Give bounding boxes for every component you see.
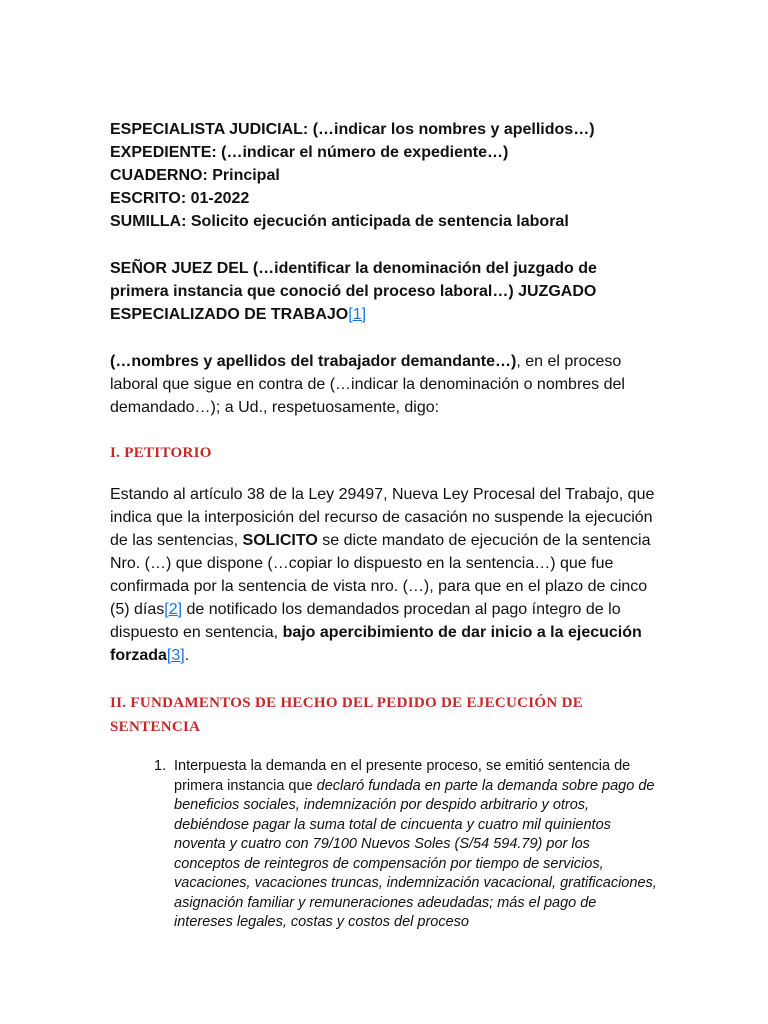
footnote-link-2[interactable]: [2]: [164, 601, 183, 618]
footnote-link-3[interactable]: [3]: [166, 647, 185, 664]
document-page: [110, 118, 658, 947]
fundamentos-list: [110, 757, 658, 933]
intro-paragraph: (…nombres y apellidos del trabajador demandante…), en el proceso laboral que sigue en contra de (…indicar la denominación o nombres del demandado…); a Ud., respetuosamente, digo:: [110, 353, 625, 416]
escrito-line: ESCRITO: 01-2022: [110, 190, 250, 207]
footnote-link-1[interactable]: [1]: [348, 306, 367, 323]
addressee-paragraph: SEÑOR JUEZ DEL (…identificar la denominación del juzgado de primera instancia que conoció del proceso laboral…) JUZGADO ESPECIALIZADO DE TRABAJO[1]: [110, 260, 597, 323]
petitorio-paragraph: Estando al artículo 38 de la Ley 29497, Nueva Ley Procesal del Trabajo, que indica que la interposición del recurso de casación no suspende la ejecución de las sentencias, SOLICITO se dicte mandato de ejecución de la sentencia Nro. (…) que dispone (…copiar lo dispuesto en la sentencia…) que fue confirmada por la sentencia de vista nro. (…), para que en el plazo de cinco (5) días[2] de notificado los demandados procedan al pago íntegro de lo dispuesto en sentencia, bajo apercibimiento de dar inicio a la ejecución forzada[3].: [110, 486, 655, 664]
document-header: [110, 118, 658, 233]
expediente-line: EXPEDIENTE: (…indicar el número de expediente…): [110, 144, 509, 161]
section-title-fundamentos: II. FUNDAMENTOS DE HECHO DEL PEDIDO DE EJECUCIÓN DE SENTENCIA: [110, 695, 584, 735]
especialista-line: ESPECIALISTA JUDICIAL: (…indicar los nombres y apellidos…): [110, 121, 595, 138]
section-title-petitorio: I. PETITORIO: [110, 445, 212, 461]
cuaderno-line: CUADERNO: Principal: [110, 167, 280, 184]
sumilla-line: SUMILLA: Solicito ejecución anticipada de sentencia laboral: [110, 213, 569, 230]
list-item: 1. Interpuesta la demanda en el presente proceso, se emitió sentencia de primera instancia que declaró fundada en parte la demanda sobre pago de beneficios sociales, indemnización por despido arbitrario y otros, debiéndose pagar la suma total de cincuenta y cuatro mil quinientos noventa y cuatro con 79/100 Nuevos Soles (S/54 594.79) por los conceptos de reintegros de compensación por tiempo de servicios, vacaciones, vacaciones truncas, indemnización vacacional, gratificaciones, asignación familiar y remuneraciones adeudadas; más el pago de intereses legales, costas y costos del proceso: [154, 758, 657, 930]
